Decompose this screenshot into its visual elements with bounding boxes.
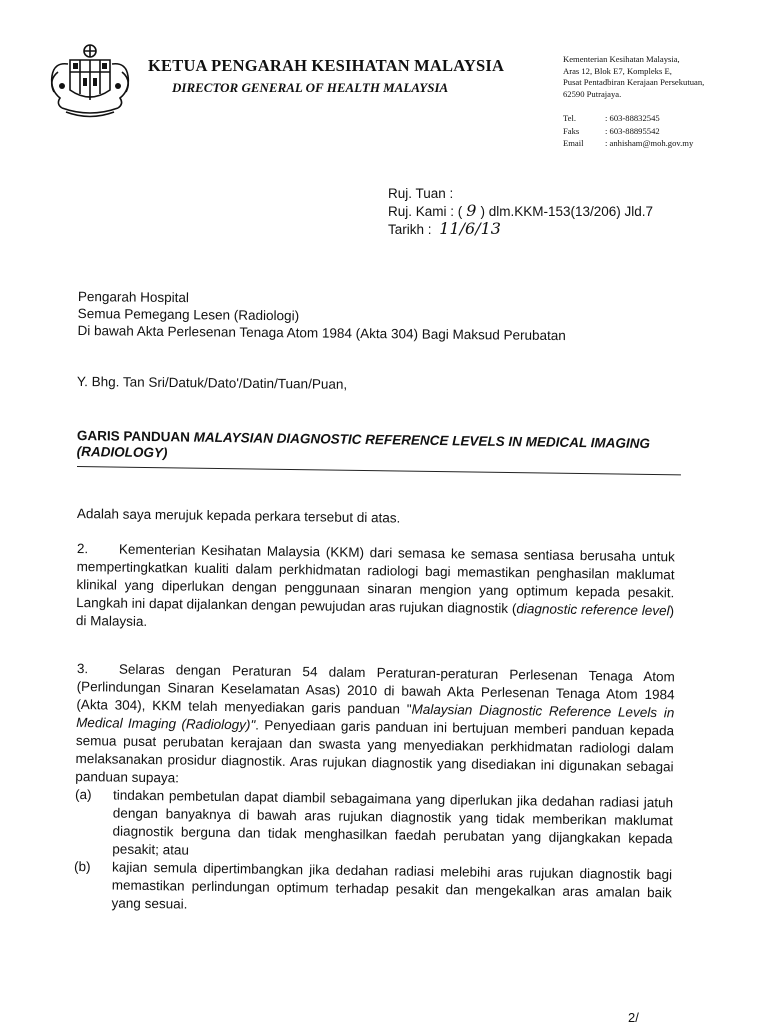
paragraph-text-end: . Penyediaan garis panduan ini bertujuan memberi panduan kepada semua pusat perubatan kerajaan dan swasta yang menyediakan perkhidmatan radiologi dalam melaksanakan prosidur diagnostik. Aras rujukan diagnostik yang disediakan ini digunakan sebagai panduan supaya: — [75, 717, 675, 786]
tarikh-handwritten: 11/6/13 — [439, 219, 501, 238]
contact-row-email — [563, 137, 763, 150]
paragraph-number: 3. — [76, 660, 89, 677]
coat-of-arms-icon — [40, 42, 140, 122]
contact-row-tel — [563, 112, 763, 125]
letterhead-title: KETUA PENGARAH KESIHATAN MALAYSIA — [148, 56, 505, 75]
addressee-line: Semua Pemegang Lesen (Radiologi) — [77, 305, 300, 324]
address-line: Kementerian Kesihatan Malaysia, — [563, 54, 680, 64]
opening-paragraph: Adalah saya merujuk kepada perkara tersebut di atas. — [76, 505, 401, 526]
list-item — [73, 858, 672, 920]
item-marker: (a) — [75, 786, 92, 803]
item-marker: (b) — [74, 858, 91, 875]
paragraph-text: Selaras dengan Peraturan 54 dalam Peraturan-peraturan Perlesenan Tenaga Atom (Perlindungan Sinaran Keselamatan Asas) 2010 di bawah Akta Perlesenan Tenaga Atom 1984 (Akta 304), KKM telah menyediakan garis panduan " — [76, 661, 675, 717]
item-text: kajian semula dipertimbangkan jika dedahan radiasi melebihi aras rujukan diagnostik bagi memastikan perlindungan optimum terhadap pesakit dan mengekalkan aras amalan baik yang sesuai. — [111, 859, 673, 912]
reference-block — [388, 185, 653, 238]
paragraph-3 — [73, 660, 674, 920]
item-list — [73, 786, 673, 920]
address-line: Aras 12, Blok E7, Kompleks E, — [563, 65, 672, 76]
letterhead-contact — [563, 112, 763, 150]
ruj-kami — [388, 202, 653, 220]
addressee-block — [77, 288, 566, 344]
paragraph-number: 2. — [76, 540, 89, 557]
ruj-tuan: Ruj. Tuan : — [388, 186, 454, 201]
contact-label: Email — [563, 138, 584, 148]
subject-prefix: GARIS PANDUAN — [76, 428, 194, 445]
list-item — [74, 786, 673, 866]
paragraph-2 — [76, 540, 675, 638]
item-text: tindakan pembetulan dapat diambil sebagaimana yang diperlukan jika dedahan radiasi jatuh dengan banyaknya di bawah aras rujukan diagnostik yang tidak memberikan maklumat diagnostik berguna dan tidak menghasilkan faedah perubatan yang dijangkakan kepada pesakit; atau — [112, 787, 674, 858]
subject-heading — [77, 428, 681, 468]
contact-value: : 603-88895542 — [605, 125, 660, 136]
contact-value: : anhisham@moh.gov.my — [605, 138, 694, 148]
letterhead-subtitle: DIRECTOR GENERAL OF HEALTH MALAYSIA — [172, 80, 449, 95]
tarikh-label: Tarikh : — [388, 222, 432, 237]
addressee-line: Di bawah Akta Perlesenan Tenaga Atom 1984 (Akta 304) Bagi Maksud Perubatan — [77, 322, 566, 344]
paragraph-italic: diagnostic reference level — [516, 601, 670, 619]
paragraph-italic: Malaysian Diagnostic Reference Levels in Medical Imaging (Radiology)" — [76, 701, 675, 733]
subject-italic: MALAYSIAN DIAGNOSTIC REFERENCE LEVELS IN MEDICAL IMAGING (RADIOLOGY) — [76, 429, 650, 461]
address-line: 62590 Putrajaya. — [563, 88, 622, 99]
address-line: Pusat Pentadbiran Kerajaan Persekutuan, — [563, 77, 705, 87]
addressee-line: Pengarah Hospital — [77, 288, 190, 306]
paragraph-text-end: ) di Malaysia. — [75, 603, 675, 629]
contact-row-fax — [563, 125, 763, 138]
contact-value: : 603-88832545 — [605, 113, 660, 123]
salutation: Y. Bhg. Tan Sri/Datuk/Dato'/Datin/Tuan/Puan, — [76, 374, 348, 392]
ruj-kami-rest: ) dlm.KKM-153(13/206) Jld.7 — [480, 204, 654, 219]
paragraph-3-text — [75, 660, 675, 794]
letterhead-address — [563, 54, 763, 100]
ruj-kami-label: Ruj. Kami : ( — [388, 204, 463, 219]
contact-label: Tel. — [563, 113, 576, 123]
subject-underline — [77, 466, 681, 475]
ruj-kami-handwritten: 9 — [466, 201, 477, 220]
page-continuation-marker: 2/ — [628, 1010, 639, 1025]
paragraph-text: Kementerian Kesihatan Malaysia (KKM) dari semasa ke semasa sentiasa berusaha untuk mempertingkatkan kualiti dalam perkhidmatan radiologi bagi memastikan penghasilan maklumat klinikal yang diperlukan dengan penggunaan sinaran mengion yang optimum kepada pesakit. Langkah ini dapat dijalankan dengan pewujudan aras rujukan diagnostik ( — [76, 541, 675, 617]
tarikh — [388, 220, 653, 238]
contact-label: Faks — [563, 125, 580, 136]
